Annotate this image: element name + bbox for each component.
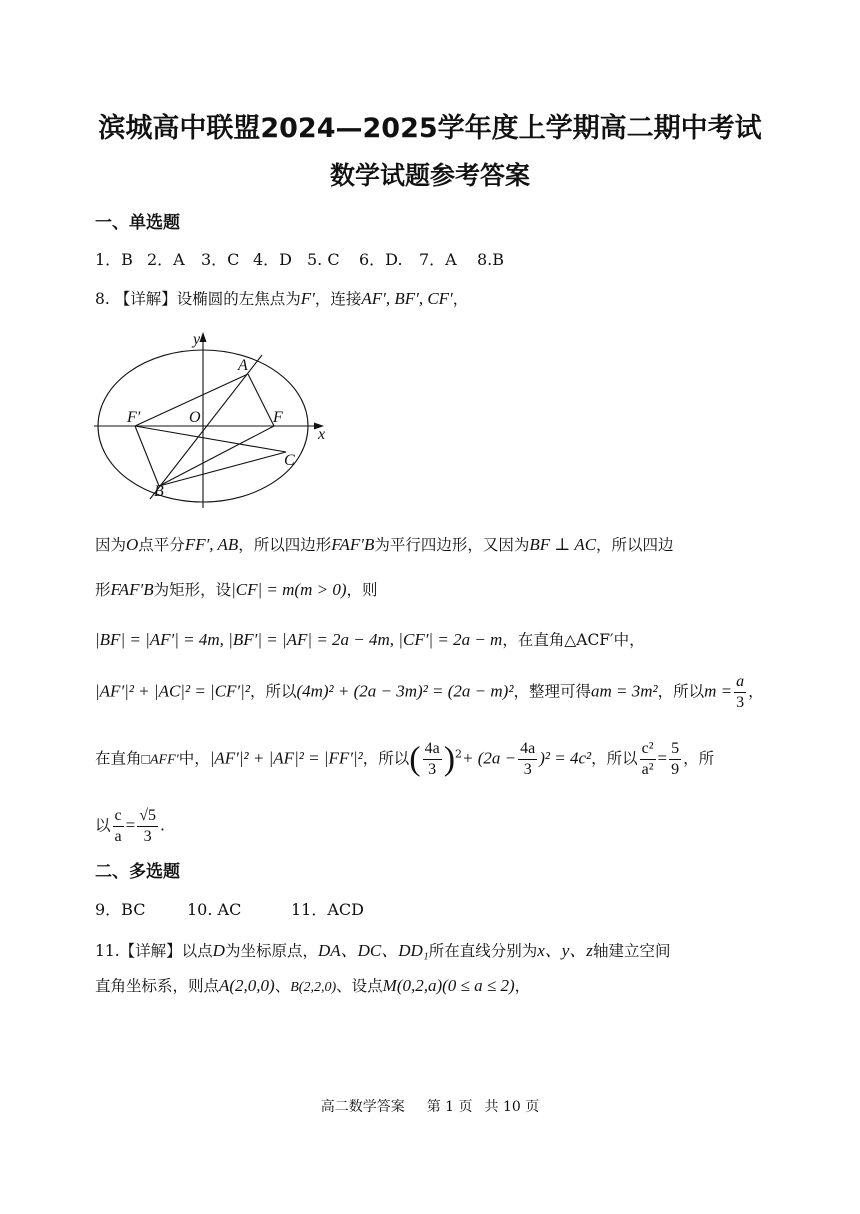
fraction-sqrt5-over-3	[137, 806, 158, 847]
q11-line-1	[95, 936, 670, 961]
text: 以	[95, 816, 111, 835]
paren-close: )	[443, 740, 456, 778]
math-expansion: (4m)² + (2a − 3m)² = (2a − m)²	[296, 681, 514, 701]
math-xyz: x、y、z	[537, 941, 593, 960]
denominator: 9	[671, 761, 680, 778]
page-footer	[0, 1096, 860, 1116]
footer-total: 共 10 页	[484, 1099, 540, 1115]
math-axes: DA、DC、DD₁	[317, 941, 429, 960]
answer-10: 10. AC	[187, 900, 242, 919]
q11-line-2	[95, 974, 530, 996]
paren-open: (	[409, 740, 421, 778]
math-quadrilateral: FAF′B	[331, 535, 375, 554]
fraction-a-over-3	[734, 672, 746, 713]
label-y: y	[193, 331, 201, 348]
text: 所在直线分别为	[428, 942, 538, 960]
footer-page: 第 1 页	[426, 1099, 473, 1115]
equals: =	[657, 748, 668, 768]
math-lengths: |BF| = |AF′| = 4m, |BF′| = |AF| = 2a − 4m, |CF′| = 2a − m	[95, 630, 503, 649]
math-point-A: A(2,0,0)	[219, 976, 275, 995]
solution-line-1	[95, 533, 674, 555]
text: 为平行四边形，又因为	[374, 536, 530, 554]
segment-BF	[159, 426, 274, 486]
text: ，所以	[249, 682, 297, 701]
segment-BC	[159, 452, 286, 486]
text: 点平分	[138, 536, 185, 554]
numerator: √5	[137, 806, 158, 827]
text: 11.【详解】以点	[95, 942, 213, 960]
text: ，	[748, 682, 764, 701]
text: 中，	[178, 749, 210, 768]
math-perpendicular: BF ⊥ AC	[529, 535, 597, 554]
numerator: c²	[640, 739, 656, 760]
section-heading-multi-choice: 二、多选题	[95, 862, 180, 882]
text: ，所以	[591, 749, 638, 768]
answer-7: 7．A	[419, 250, 457, 269]
math-triangle: □AFF′	[141, 752, 179, 768]
fraction-c2-over-a2	[640, 739, 656, 780]
text: 为矩形，设	[153, 581, 232, 599]
text: ，整理可得	[513, 682, 591, 701]
label-C: C	[284, 452, 295, 469]
numerator: 4a	[423, 739, 442, 760]
q8-prefix: 8. 【详解】设椭圆的左焦点为	[95, 290, 301, 308]
answer-8: 8.B	[477, 250, 505, 269]
math-rhs: )² = 4c²	[539, 748, 592, 768]
numerator: c	[113, 806, 124, 827]
math-plus: + (2a −	[462, 748, 517, 768]
text: 、	[274, 977, 291, 995]
numerator: 4a	[518, 739, 537, 760]
answer-5: 5. C	[307, 250, 340, 269]
math-O: O	[126, 535, 139, 554]
page-title: 滨城高中联盟2024—2025学年度上学期高二期中考试	[98, 113, 762, 144]
math-point-M: M(0,2,a)(0 ≤ a ≤ 2)	[382, 976, 515, 995]
q8-suffix: ，	[452, 290, 469, 308]
solution-line-2	[95, 578, 378, 600]
text: ，所以四边	[596, 536, 674, 554]
q8-focus: F′	[300, 289, 315, 308]
math-am: am = 3m²	[590, 681, 658, 701]
q8-segments: AF′, BF′, CF′	[361, 289, 453, 308]
math-D: D	[212, 941, 225, 960]
q8-mid: ，连接	[314, 290, 362, 308]
q8-intro	[95, 287, 468, 309]
segment-AF	[248, 374, 274, 426]
ellipse-figure	[90, 322, 340, 512]
text: 、设点	[336, 977, 383, 995]
text: .	[160, 816, 165, 835]
solution-line-5	[95, 739, 714, 780]
text: 轴建立空间	[592, 942, 671, 960]
single-choice-answers	[95, 247, 504, 270]
fraction-4a-over-3	[423, 739, 442, 780]
answer-3: 3．C	[201, 250, 240, 269]
answer-2: 2．A	[147, 250, 185, 269]
fraction-c-over-a	[113, 806, 124, 847]
denominator: a²	[641, 761, 654, 778]
text: 形	[95, 581, 111, 599]
denominator: 3	[143, 828, 152, 845]
answer-9: 9．BC	[95, 900, 146, 919]
label-x: x	[318, 426, 326, 443]
fraction-4a-over-3-b	[518, 739, 537, 780]
segment-FprimeB	[135, 426, 159, 486]
multi-choice-answers	[95, 897, 364, 920]
label-F: F	[273, 409, 283, 426]
denominator: 3	[736, 694, 745, 711]
math-pythagoras-2: |AF′|² + |AF|² = |FF′|²	[209, 748, 363, 768]
solution-line-4	[95, 672, 764, 713]
equals: =	[125, 815, 136, 835]
math-m-equals: m =	[704, 681, 733, 701]
label-A: A	[238, 357, 248, 374]
segment-FprimeC	[135, 426, 286, 452]
y-arrow	[200, 332, 207, 342]
text: ，在直角△ACF′中，	[502, 631, 645, 649]
answer-1: 1．B	[95, 250, 133, 269]
text: ，所以	[362, 749, 410, 768]
page-subtitle: 数学试题参考答案	[329, 161, 530, 190]
label-O: O	[189, 409, 201, 426]
numerator: a	[734, 672, 746, 693]
denominator: 3	[428, 761, 437, 778]
math-quadrilateral: FAF′B	[110, 580, 154, 599]
text: 因为	[95, 536, 127, 554]
answer-11: 11．ACD	[291, 900, 364, 919]
math-segments: FF′, AB	[184, 535, 239, 554]
text: 在直角	[95, 749, 142, 768]
solution-line-3	[95, 628, 645, 650]
text: ，所	[683, 749, 715, 768]
answer-4: 4．D	[253, 250, 293, 269]
numerator: 5	[669, 739, 681, 760]
footer-subject: 高二数学答案	[320, 1099, 405, 1115]
text: 为坐标原点，	[224, 942, 318, 960]
math-point-B: B(2,2,0)	[290, 980, 337, 995]
solution-line-6	[95, 806, 165, 847]
answer-6: 6．D.	[359, 250, 403, 269]
label-F-prime: F′	[127, 409, 141, 426]
denominator: 3	[523, 761, 532, 778]
math-pythagoras: |AF′|² + |AC|² = |CF′|²	[95, 681, 250, 701]
text: ，所以四边形	[238, 536, 332, 554]
text: ，则	[346, 581, 378, 599]
section-heading-single-choice: 一、单选题	[95, 213, 180, 233]
text: ，所以	[657, 682, 705, 701]
text: 直角坐标系，则点	[95, 977, 220, 995]
label-B: B	[154, 483, 164, 500]
denominator: a	[114, 828, 122, 845]
line-AB	[150, 355, 262, 499]
fraction-5-over-9	[669, 739, 681, 780]
text: ，	[514, 977, 531, 995]
exponent: 2	[455, 747, 463, 761]
math-cf: |CF| = m(m > 0)	[231, 580, 347, 599]
